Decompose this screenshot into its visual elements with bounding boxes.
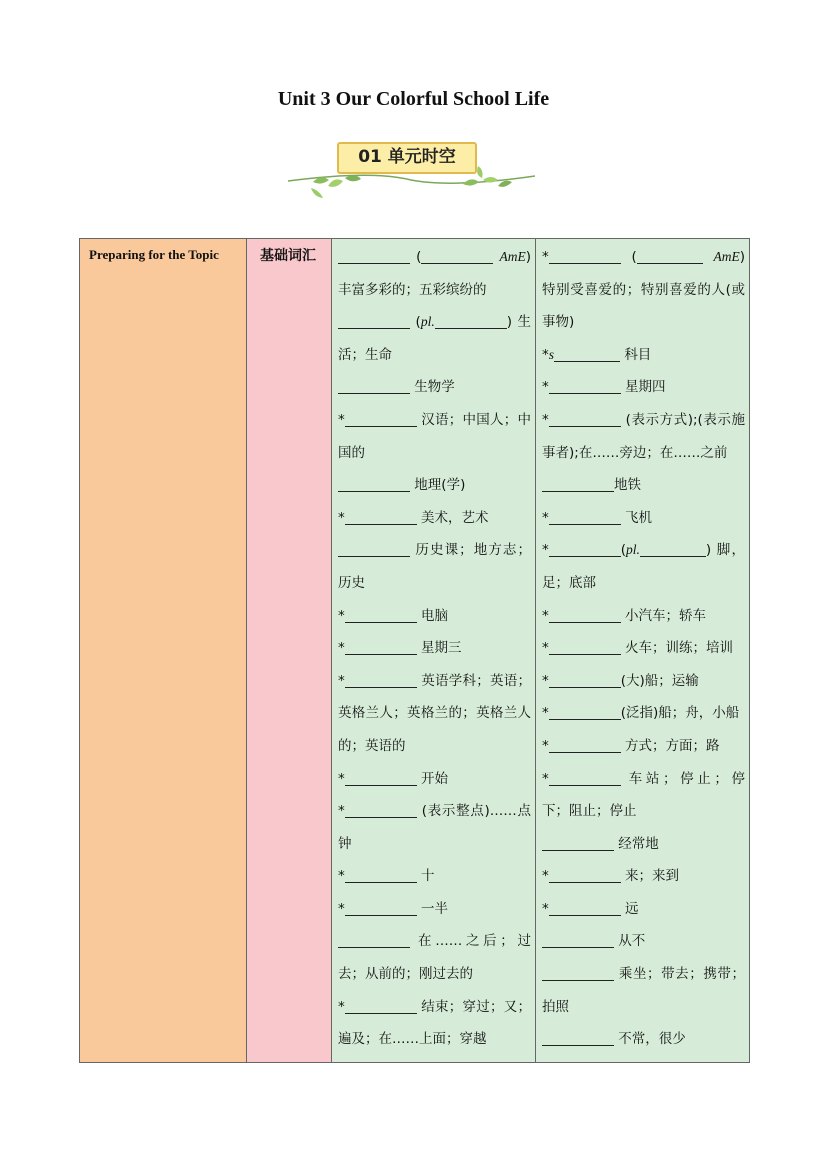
answer-blank[interactable] — [338, 543, 410, 558]
answer-blank[interactable] — [338, 934, 410, 949]
vocabulary-table — [79, 238, 750, 1063]
list-item: * 车站；停止；停下；阻止；停止 — [542, 770, 746, 820]
answer-blank[interactable] — [549, 901, 621, 916]
answer-blank[interactable] — [345, 901, 417, 916]
answer-blank[interactable] — [345, 673, 417, 688]
answer-blank[interactable] — [549, 706, 621, 721]
list-item: * 飞机 — [542, 509, 653, 526]
list-item: * (泛指)船；舟，小船 — [542, 705, 740, 722]
list-item: * 火车；训练；培训 — [542, 640, 734, 657]
list-item: * (pl. ) 脚，足；底部 — [542, 542, 746, 591]
list-item: * 方式；方面；路 — [542, 737, 720, 754]
answer-blank[interactable] — [640, 543, 706, 558]
answer-blank[interactable] — [345, 999, 417, 1014]
answer-blank[interactable] — [345, 771, 417, 786]
table-row — [80, 239, 750, 1063]
section-banner — [283, 136, 539, 200]
answer-blank[interactable] — [549, 608, 621, 623]
answer-blank[interactable] — [549, 738, 621, 753]
list-item: *s 科目 — [542, 346, 652, 363]
list-item: * 星期三 — [338, 640, 462, 657]
list-item: 生物学 — [338, 371, 531, 404]
answer-blank[interactable] — [345, 641, 417, 656]
answer-blank[interactable] — [549, 771, 621, 786]
answer-blank[interactable] — [435, 315, 507, 330]
list-item: * 汉语；中国人；中国的 — [338, 411, 532, 461]
list-item: 乘坐；带去；携带；拍照 — [542, 966, 745, 1015]
answer-blank[interactable] — [338, 250, 410, 265]
list-item: * 十 — [338, 868, 435, 885]
answer-blank[interactable] — [637, 250, 703, 265]
section-label: 基础词汇 — [260, 248, 316, 264]
answer-blank[interactable] — [345, 869, 417, 884]
list-item: 在……之后；过去；从前的；刚过去的 — [338, 933, 532, 983]
list-item: * 英语学科；英语；英格兰人；英格兰的；英格兰人的；英语的 — [338, 672, 532, 754]
list-item: (pl. ) 生活；生命 — [338, 314, 532, 363]
list-item: * (表示方式);(表示施事者);在……旁边；在……之前 — [542, 411, 745, 461]
list-item: 地铁 — [542, 469, 745, 502]
section-cell — [247, 239, 332, 1063]
answer-blank[interactable] — [345, 608, 417, 623]
answer-blank[interactable] — [345, 412, 417, 427]
list-item: * 结束；穿过；又；遍及；在……上面；穿越 — [338, 998, 532, 1048]
answer-blank[interactable] — [549, 673, 621, 688]
answer-blank[interactable] — [338, 478, 410, 493]
list-item: 经常地 — [542, 828, 745, 861]
list-item: * ( AmE) 特别受喜爱的；特别喜爱的人(或事物) — [542, 249, 746, 331]
answer-blank[interactable] — [549, 250, 621, 265]
answer-blank[interactable] — [549, 380, 621, 395]
banner-number: 01 — [358, 147, 382, 167]
list-item: * 星期四 — [542, 379, 666, 396]
word-list-right — [536, 239, 750, 1063]
list-item: * 来；来到 — [542, 868, 680, 885]
answer-blank[interactable] — [549, 543, 621, 558]
banner-title: 单元时空 — [387, 147, 456, 167]
list-item: * 一半 — [338, 900, 449, 917]
answer-blank[interactable] — [338, 380, 410, 395]
answer-blank[interactable] — [421, 250, 493, 265]
answer-blank[interactable] — [338, 315, 410, 330]
answer-blank[interactable] — [554, 347, 620, 362]
list-item: * 电脑 — [338, 607, 449, 624]
list-item: * 远 — [542, 900, 639, 917]
list-item: 从不 — [542, 925, 745, 958]
answer-blank[interactable] — [542, 1032, 614, 1047]
list-item: * (大)船；运输 — [542, 672, 699, 689]
answer-blank[interactable] — [345, 510, 417, 525]
list-item: 历史课；地方志；历史 — [338, 542, 532, 591]
list-item: * (表示整点)……点钟 — [338, 803, 531, 852]
list-item: * 开始 — [338, 770, 449, 787]
list-item: 地理(学) — [338, 469, 531, 502]
answer-blank[interactable] — [542, 934, 614, 949]
answer-blank[interactable] — [542, 836, 614, 851]
answer-blank[interactable] — [549, 510, 621, 525]
answer-blank[interactable] — [549, 641, 621, 656]
word-list-left — [332, 239, 536, 1063]
topic-cell — [80, 239, 247, 1063]
topic-label: Preparing for the Topic — [89, 247, 219, 262]
list-item: * 美术，艺术 — [338, 509, 489, 526]
page-title: Unit 3 Our Colorful School Life — [277, 88, 550, 110]
answer-blank[interactable] — [549, 869, 621, 884]
answer-blank[interactable] — [345, 804, 417, 819]
answer-blank[interactable] — [542, 478, 614, 493]
list-item: * 小汽车；轿车 — [542, 607, 707, 624]
answer-blank[interactable] — [542, 967, 614, 982]
list-item: 不常，很少 — [542, 1023, 745, 1056]
answer-blank[interactable] — [549, 412, 621, 427]
list-item: ( AmE) 丰富多彩的；五彩缤纷的 — [338, 249, 532, 298]
banner-label — [337, 142, 477, 174]
